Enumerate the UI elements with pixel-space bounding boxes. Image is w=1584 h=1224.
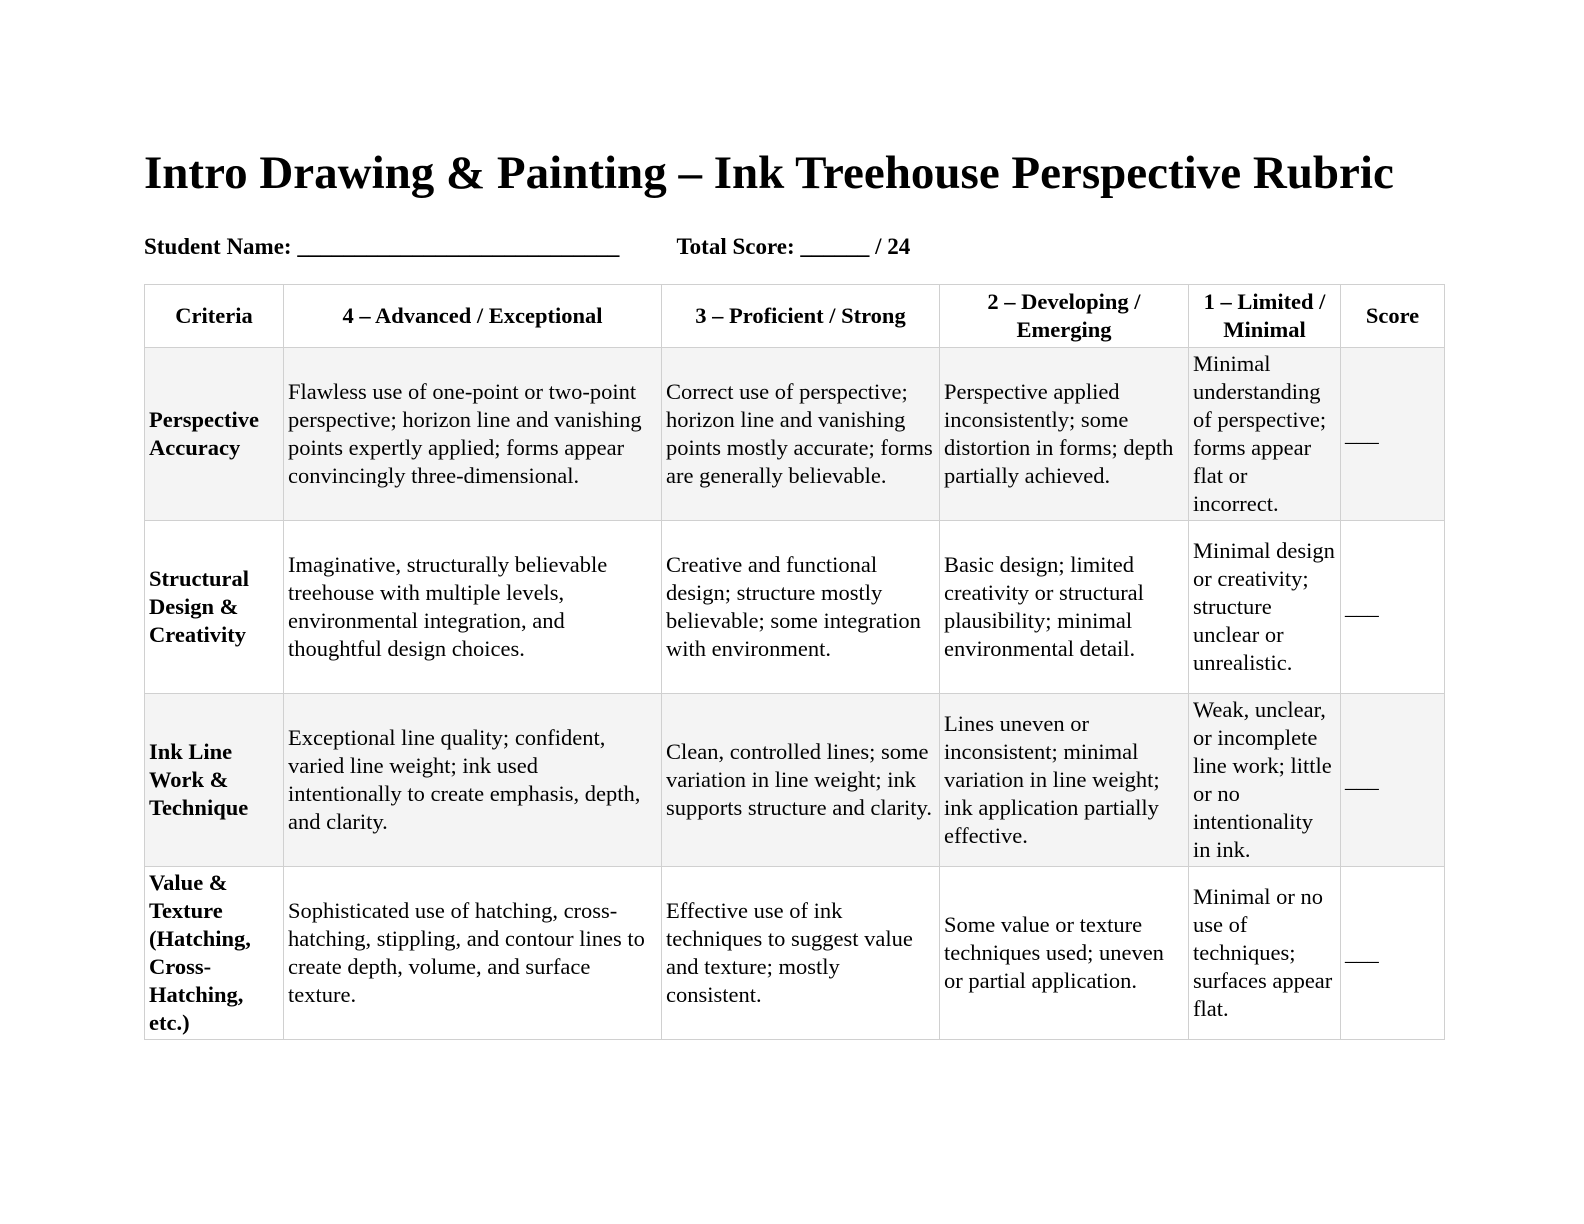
header-score: Score xyxy=(1341,285,1445,348)
table-header-row xyxy=(145,285,1445,348)
level-1-cell: Minimal or no use of techniques; surfaces appear flat. xyxy=(1189,867,1341,1040)
table-row xyxy=(145,348,1445,521)
level-2-cell: Lines uneven or inconsistent; minimal variation in line weight; ink application partially effective. xyxy=(940,694,1189,867)
header-level-1: 1 – Limited / Minimal xyxy=(1189,285,1341,348)
total-score-max: / 24 xyxy=(875,234,911,259)
header-level-3: 3 – Proficient / Strong xyxy=(662,285,940,348)
level-3-cell: Correct use of perspective; horizon line and vanishing points mostly accurate; forms are generally believable. xyxy=(662,348,940,521)
level-4-cell: Imaginative, structurally believable treehouse with multiple levels, environmental integration, and thoughtful design choices. xyxy=(284,521,662,694)
table-row xyxy=(145,867,1445,1040)
rubric-page xyxy=(144,140,1444,1040)
student-name-label: Student Name: xyxy=(144,234,292,259)
level-4-cell: Sophisticated use of hatching, cross-hatching, stippling, and contour lines to create depth, volume, and surface texture. xyxy=(284,867,662,1040)
rubric-table xyxy=(144,284,1445,1040)
student-info-line xyxy=(144,232,1444,262)
level-1-cell: Weak, unclear, or incomplete line work; little or no intentionality in ink. xyxy=(1189,694,1341,867)
score-cell: ___ xyxy=(1341,348,1445,521)
level-2-cell: Perspective applied inconsistently; some distortion in forms; depth partially achieved. xyxy=(940,348,1189,521)
table-row xyxy=(145,694,1445,867)
score-cell: ___ xyxy=(1341,521,1445,694)
criteria-cell: Value & Texture (Hatching, Cross-Hatching, etc.) xyxy=(145,867,284,1040)
level-4-cell: Flawless use of one-point or two-point perspective; horizon line and vanishing points expertly applied; forms appear convincingly three-dimensional. xyxy=(284,348,662,521)
header-criteria: Criteria xyxy=(145,285,284,348)
level-4-cell: Exceptional line quality; confident, varied line weight; ink used intentionally to create emphasis, depth, and clarity. xyxy=(284,694,662,867)
level-3-cell: Creative and functional design; structure mostly believable; some integration with environment. xyxy=(662,521,940,694)
score-cell: ___ xyxy=(1341,694,1445,867)
header-level-2: 2 – Developing / Emerging xyxy=(940,285,1189,348)
total-score-blank: ______ xyxy=(800,234,870,259)
table-row xyxy=(145,521,1445,694)
criteria-cell: Perspective Accuracy xyxy=(145,348,284,521)
page-title: Intro Drawing & Painting – Ink Treehouse Perspective Rubric xyxy=(144,147,1394,199)
level-1-cell: Minimal design or creativity; structure unclear or unrealistic. xyxy=(1189,521,1341,694)
level-3-cell: Clean, controlled lines; some variation in line weight; ink supports structure and clarity. xyxy=(662,694,940,867)
criteria-cell: Ink Line Work & Technique xyxy=(145,694,284,867)
criteria-cell: Structural Design & Creativity xyxy=(145,521,284,694)
level-2-cell: Basic design; limited creativity or structural plausibility; minimal environmental detail. xyxy=(940,521,1189,694)
total-score-label: Total Score: xyxy=(676,234,795,259)
level-1-cell: Minimal understanding of perspective; forms appear flat or incorrect. xyxy=(1189,348,1341,521)
level-3-cell: Effective use of ink techniques to suggest value and texture; mostly consistent. xyxy=(662,867,940,1040)
student-name-blank: ____________________________ xyxy=(297,234,620,259)
level-2-cell: Some value or texture techniques used; uneven or partial application. xyxy=(940,867,1189,1040)
header-level-4: 4 – Advanced / Exceptional xyxy=(284,285,662,348)
score-cell: ___ xyxy=(1341,867,1445,1040)
